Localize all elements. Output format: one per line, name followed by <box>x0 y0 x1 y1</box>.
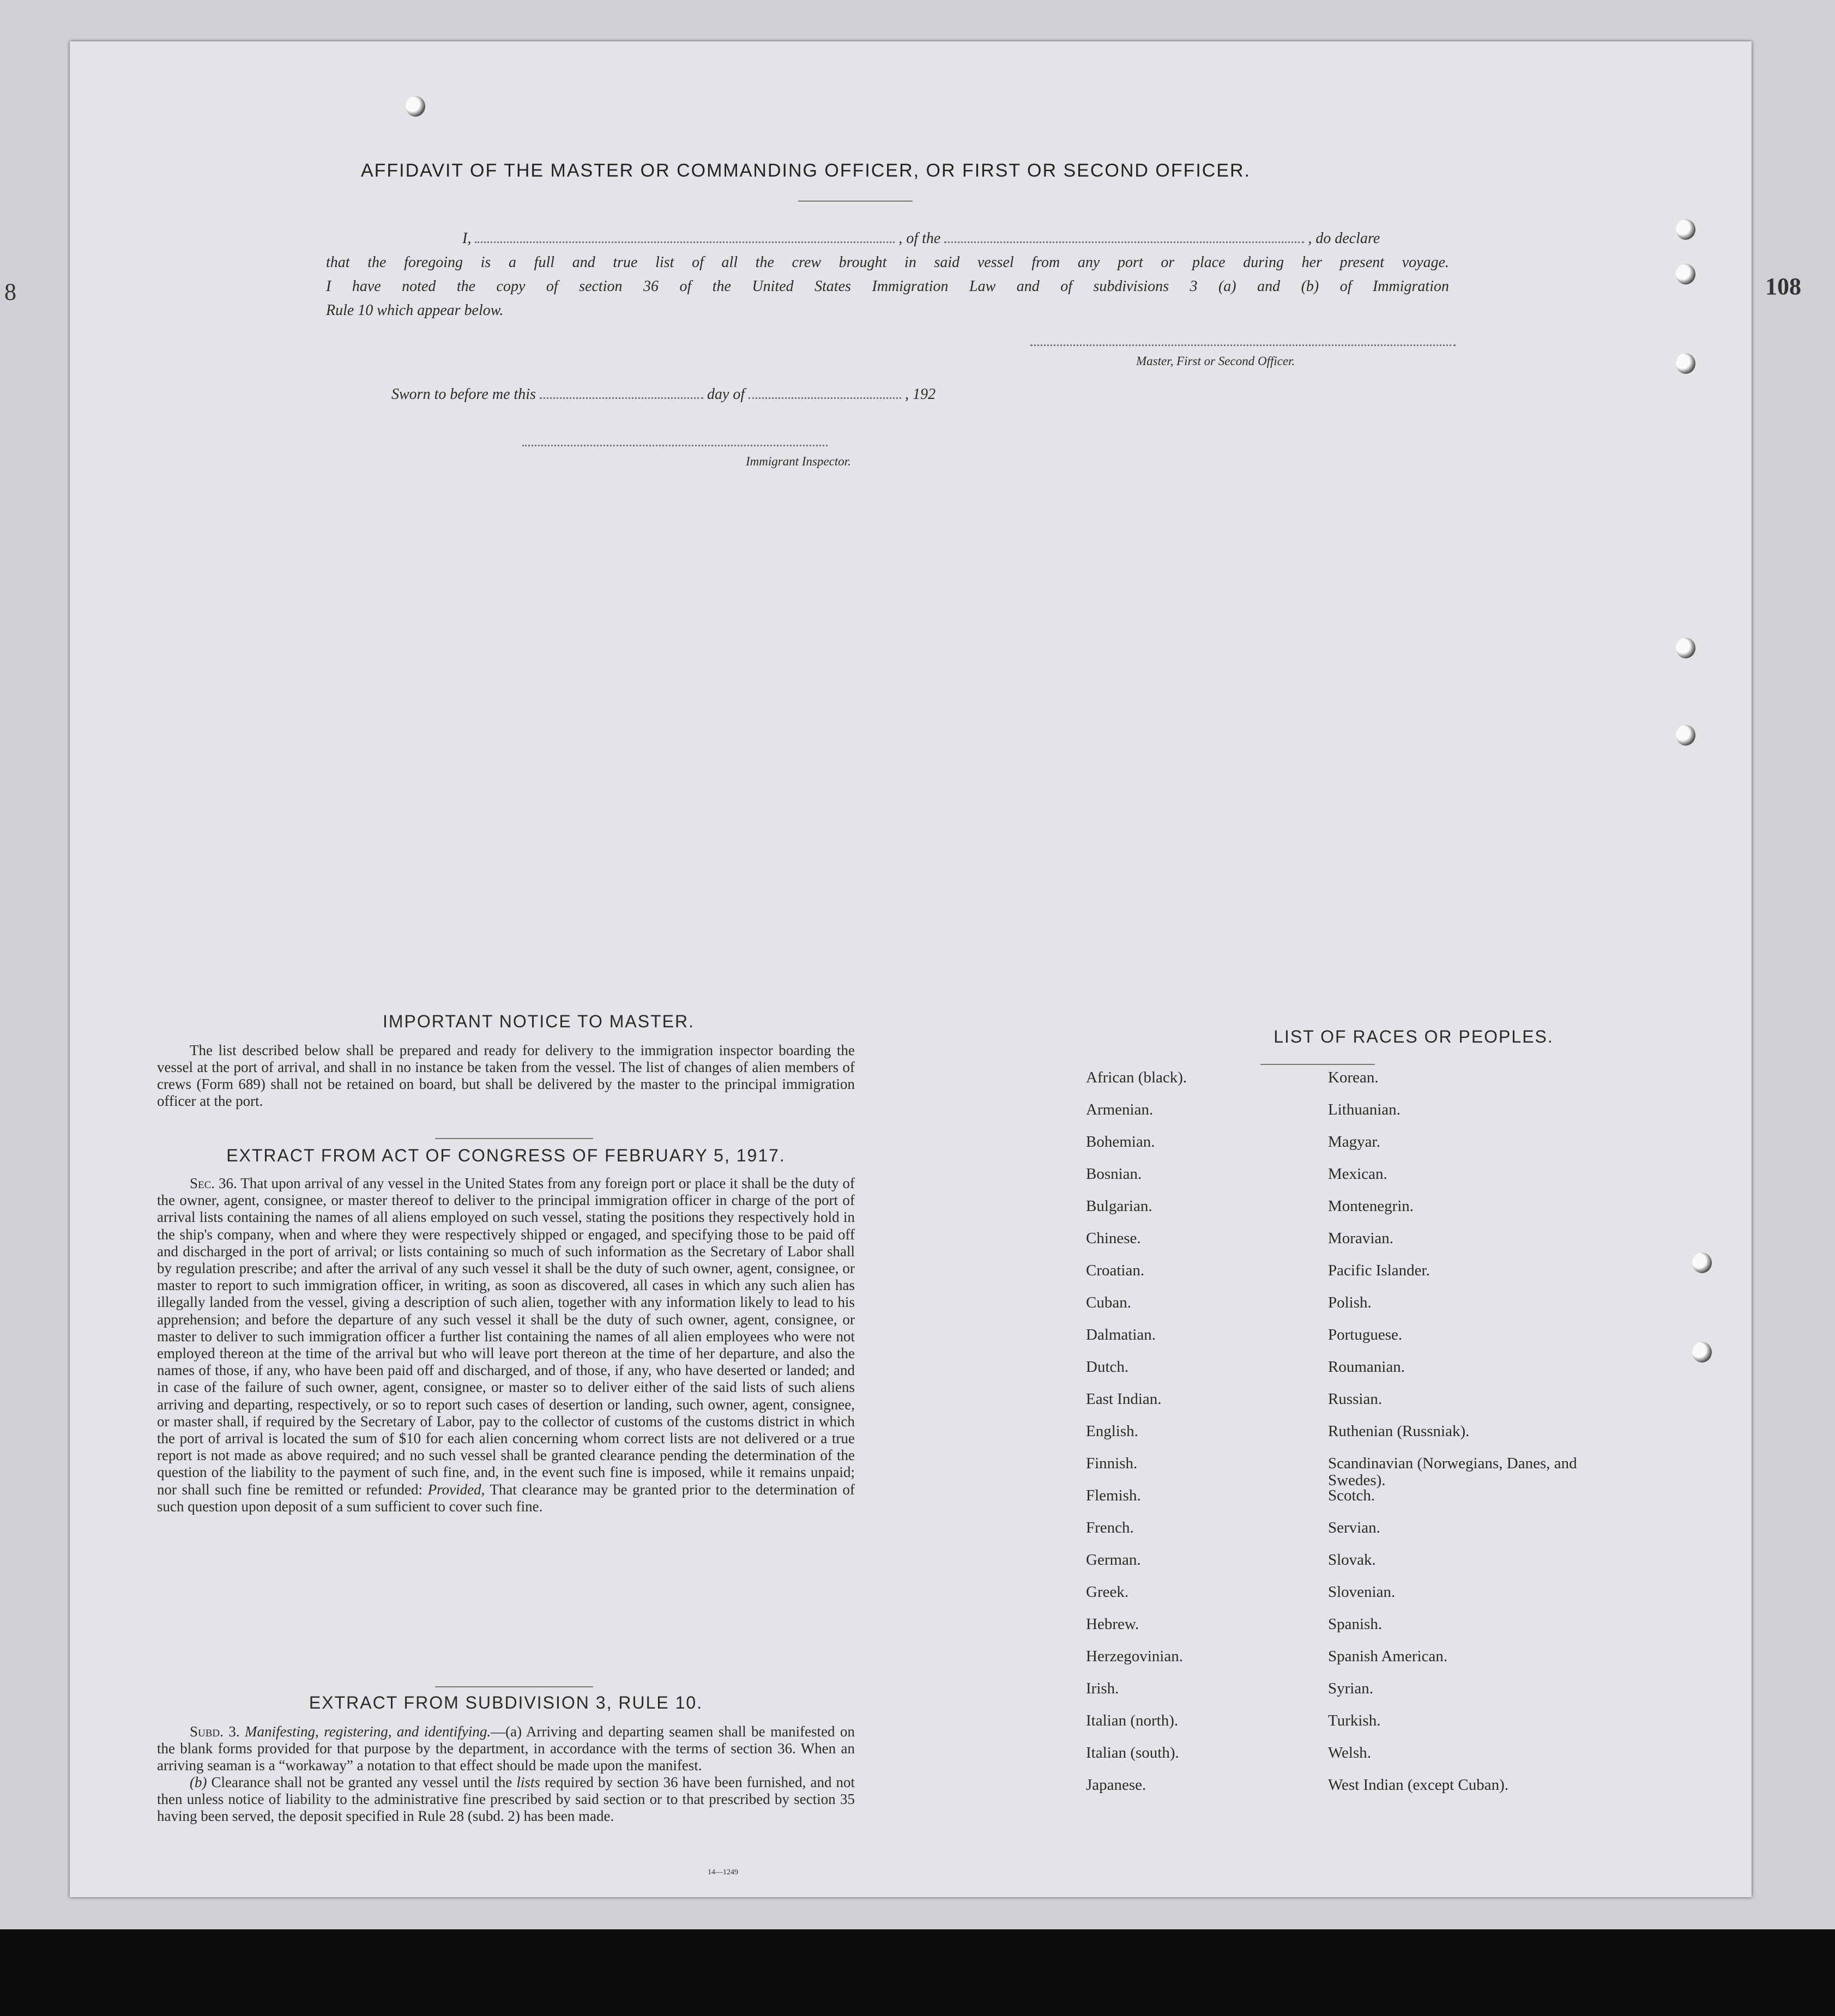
left-edge-digit: 8 <box>4 279 16 305</box>
race-item: Croatian. <box>1086 1262 1145 1279</box>
extract-rule-title: EXTRACT FROM SUBDIVISION 3, RULE 10. <box>309 1693 703 1712</box>
punch-hole <box>1676 638 1695 658</box>
subdivision-b: (b) Clearance shall not be granted any vessel until the lists required by section 36 have been furnished, and not then unless notice of liability to the administrative fine prescribed by said section or to that prescribed by section 35 having been served, the deposit specified in Rule 28 (subd. 2) has been made. <box>157 1774 855 1824</box>
race-item: Scotch. <box>1328 1487 1375 1504</box>
race-item: Hebrew. <box>1086 1615 1139 1633</box>
race-item: East Indian. <box>1086 1390 1162 1408</box>
race-item: Roumanian. <box>1328 1358 1405 1376</box>
race-item: Montenegrin. <box>1328 1197 1414 1215</box>
race-item: Pacific Islander. <box>1328 1262 1430 1279</box>
document-page <box>70 41 1752 1897</box>
race-item: Slovenian. <box>1328 1583 1396 1601</box>
race-item: Syrian. <box>1328 1680 1373 1697</box>
race-item: Finnish. <box>1086 1455 1138 1472</box>
affidavit-line-4: Rule 10 which appear below. <box>326 302 504 319</box>
title-rule <box>798 201 913 202</box>
race-item: Mexican. <box>1328 1165 1387 1183</box>
race-item: Portuguese. <box>1328 1326 1403 1343</box>
extract-rule-text <box>157 1723 855 1825</box>
races-column-2 <box>1328 1069 1611 1809</box>
subdivision-a: Subd. 3. Manifesting, registering, and identifying.—(a) Arriving and departing seamen shall be manifested on the blank forms provided for that purpose by the department, in accordance with the terms of section 36. When an arriving seaman is a “workaway” a notation to that effect should be made upon the manifest. <box>157 1723 855 1773</box>
affidavit-line-1: I, , of the , do declare <box>462 230 1380 247</box>
notice-text: The list described below shall be prepared and ready for delivery to the immigration inspector boarding the vessel at the port of arrival, and shall in no instance be taken from the vessel. The list of changes of alien members of crews (Form 689) shall not be retained on board, but shall be delivered by the master to the principal immigration officer at the port. <box>157 1042 855 1109</box>
race-item: Armenian. <box>1086 1101 1154 1118</box>
race-item: Russian. <box>1328 1390 1383 1408</box>
race-item: Bosnian. <box>1086 1165 1142 1183</box>
race-item: English. <box>1086 1422 1138 1440</box>
races-title: LIST OF RACES OR PEOPLES. <box>1273 1027 1554 1046</box>
race-item: Ruthenian (Russniak). <box>1328 1422 1470 1440</box>
race-item: Dutch. <box>1086 1358 1129 1376</box>
section-rule <box>435 1138 593 1139</box>
title-rule <box>1260 1064 1375 1065</box>
punch-hole <box>1692 1342 1712 1363</box>
punch-hole <box>406 96 425 117</box>
notice-title: IMPORTANT NOTICE TO MASTER. <box>383 1012 695 1031</box>
race-item: Korean. <box>1328 1069 1379 1086</box>
master-signature-label: Master, First or Second Officer. <box>1136 354 1295 368</box>
race-item: Herzegovinian. <box>1086 1648 1183 1665</box>
race-item: Lithuanian. <box>1328 1101 1401 1118</box>
race-item: Dalmatian. <box>1086 1326 1156 1343</box>
punch-hole <box>1676 219 1695 240</box>
race-item: Flemish. <box>1086 1487 1141 1504</box>
section-rule <box>435 1686 593 1687</box>
sworn-month-field <box>749 397 901 399</box>
punch-hole <box>1692 1252 1712 1273</box>
inspector-label: Immigrant Inspector. <box>746 455 851 468</box>
extract-act-text: Sec. 36. That upon arrival of any vessel in the United States from any foreign port or place it shall be the duty of the owner, agent, consignee, or master thereof to deliver to the principal immigration officer in charge of the port of arrival lists containing the names of all aliens employed on such vessel, stating the positions they respectively hold in the ship's company, when and where they were respectively shipped or engaged, and specifying those to be paid off and discharged in the port of arrival; or lists containing so much of such information as the Secretary of Labor shall by regulation prescribe; and after the arrival of any such vessel it shall be the duty of such owner, agent, consignee, or master to report to such immigration officer, in writing, as soon as discovered, all cases in which any such alien has illegally landed from the vessel, giving a description of such alien, together with any information likely to lead to his apprehension; and before the departure of any such vessel it shall be the duty of such owner, agent, consignee, or master to deliver to such immigration officer a further list containing the names of all alien employees who were not employed thereon at the time of the arrival but who will leave port thereon at the time of her departure, and also the names of those, if any, who have been paid off and discharged, and of those, if any, who have deserted or landed; and in case of the failure of such owner, agent, consignee, or master so to deliver either of the said lists of such aliens arriving and departing, respectively, or so to report such cases of desertion or landing, such owner, agent, consignee, or master shall, if required by the Secretary of Labor, pay to the collector of customs of the customs district in which the port of arrival is located the sum of $10 for each alien concerning whom correct lists are not delivered or a true report is not made as above required; and no such vessel shall be granted clearance pending the determination of the question of the liability to the payment of such fine, and, in the event such fine is imposed, while it remains unpaid; nor shall such fine be remitted or refunded: Provided, That clearance may be granted prior to the determination of such question upon deposit of a sum sufficient to cover such fine. <box>157 1175 855 1515</box>
vessel-name-field <box>944 241 1304 243</box>
race-item: Moravian. <box>1328 1230 1393 1247</box>
race-item: Cuban. <box>1086 1294 1131 1311</box>
race-item: Greek. <box>1086 1583 1129 1601</box>
race-item: Scandinavian (Norwegians, Danes, and Swedes). <box>1328 1455 1577 1489</box>
race-item: African (black). <box>1086 1069 1187 1086</box>
race-item: West Indian (except Cuban). <box>1328 1776 1509 1794</box>
races-column-1 <box>1086 1069 1315 1809</box>
race-item: Italian (north). <box>1086 1712 1179 1729</box>
race-item: Magyar. <box>1328 1133 1380 1151</box>
master-name-field <box>475 241 895 243</box>
affidavit-title: AFFIDAVIT OF THE MASTER OR COMMANDING OFFICER, OR FIRST OR SECOND OFFICER. <box>360 160 1251 181</box>
punch-hole <box>1676 264 1695 284</box>
affidavit-body <box>326 227 1449 323</box>
race-item: Servian. <box>1328 1519 1380 1536</box>
sworn-line: Sworn to before me this day of , 192 <box>391 386 936 403</box>
race-item: Slovak. <box>1328 1551 1376 1569</box>
race-item: French. <box>1086 1519 1134 1536</box>
section-number: Sec. 36. <box>190 1175 237 1191</box>
punch-hole <box>1676 353 1695 374</box>
underlying-page-number: 108 <box>1765 273 1801 300</box>
race-item: Spanish American. <box>1328 1648 1448 1665</box>
affidavit-line-3: I have noted the copy of section 36 of the United States Immigration Law and of subdivisions 3 (a) and (b) of Immigration <box>326 278 1449 295</box>
race-item: Turkish. <box>1328 1712 1381 1729</box>
master-signature-line <box>1030 344 1456 346</box>
race-item: Polish. <box>1328 1294 1372 1311</box>
race-item: Irish. <box>1086 1680 1119 1697</box>
extract-act-title: EXTRACT FROM ACT OF CONGRESS OF FEBRUARY 5, 1917. <box>226 1146 786 1165</box>
form-code: 14—1249 <box>708 1868 738 1876</box>
race-item: Italian (south). <box>1086 1744 1179 1761</box>
race-item: Chinese. <box>1086 1230 1141 1247</box>
punch-hole <box>1676 725 1695 746</box>
race-item: German. <box>1086 1551 1141 1569</box>
race-item: Bohemian. <box>1086 1133 1155 1151</box>
race-item: Spanish. <box>1328 1615 1383 1633</box>
affidavit-line-2: that the foregoing is a full and true list of all the crew brought in said vessel from any port or place during her present voyage. <box>326 254 1449 271</box>
race-item: Bulgarian. <box>1086 1197 1152 1215</box>
race-item: Japanese. <box>1086 1776 1146 1794</box>
sworn-day-field <box>540 397 703 399</box>
race-item: Welsh. <box>1328 1744 1372 1761</box>
inspector-signature-line <box>522 445 828 446</box>
